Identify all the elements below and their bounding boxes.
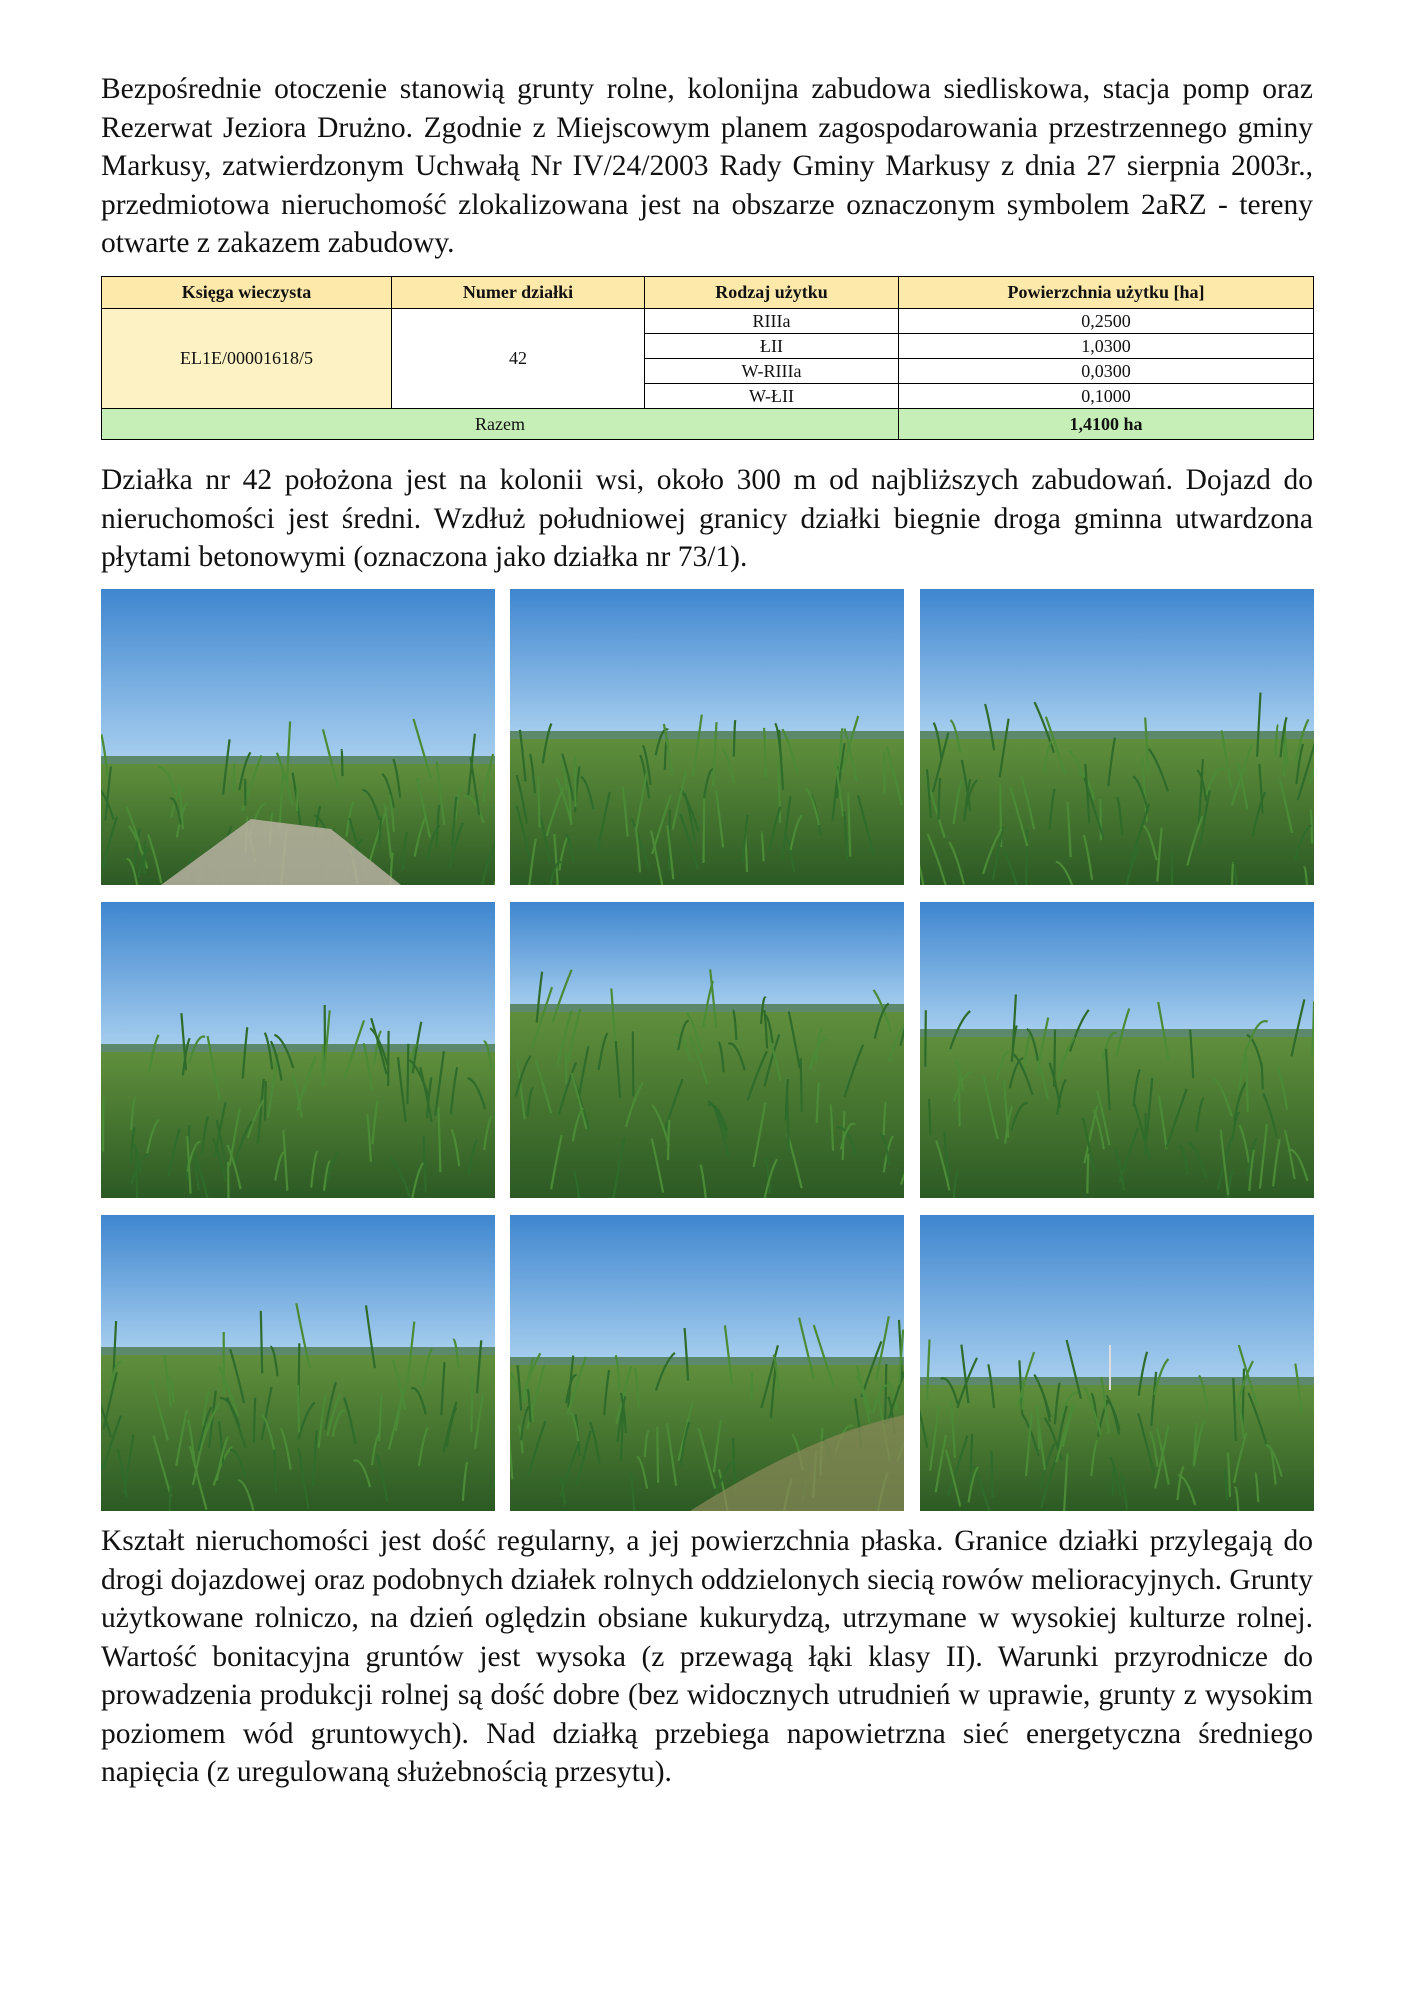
photo-corn-field-2 bbox=[920, 589, 1314, 885]
table-total-row bbox=[102, 409, 1314, 440]
cell-area: 0,2500 bbox=[899, 309, 1314, 334]
photo-corn-field-3 bbox=[101, 902, 495, 1198]
photo-corn-field-ditch bbox=[510, 1215, 904, 1511]
paragraph-description: Kształt nieruchomości jest dość regularny, a jej powierzchnia płaska. Granice działki przylegają do drogi dojazdowej oraz podobnych działek rolnych oddzielonych siecią rowów melioracyjnych. Grunty użytkowane rolniczo, na dzień oględzin obsiane kukurydzą, utrzymane w wysokiej kulturze rolnej. Wartość bonitacyjna gruntów jest wysoka (z przewagą łąki klasy II). Warunki przyrodnicze do prowadzenia produkcji rolnej są dość dobre (bez widocznych utrudnień w uprawie, grunty z wysokim poziomem wód gruntowych). Nad działką przebiega napowietrzna sieć energetyczna średniego napięcia (z uregulowaną służebnością przesytu). bbox=[101, 1525, 1313, 1788]
header-area: Powierzchnia użytku [ha] bbox=[899, 277, 1314, 309]
cell-land-use: W-RIIIa bbox=[645, 359, 899, 384]
cell-land-use: ŁII bbox=[645, 334, 899, 359]
cell-land-use: RIIIa bbox=[645, 309, 899, 334]
paragraph-surroundings: Bezpośrednie otoczenie stanowią grunty rolne, kolonijna zabudowa siedliskowa, stacja pomp oraz Rezerwat Jeziora Drużno. Zgodnie z Miejscowym planem zagospodarowania przestrzennego gminy Markusy, zatwierdzonym Uchwałą Nr IV/24/2003 Rady Gminy Markusy z dnia 27 sierpnia 2003r., przedmiotowa nieruchomość zlokalizowana jest na obszarze oznaczonym symbolem 2aRZ - tereny otwarte z zakazem zabudowy. bbox=[101, 73, 1313, 259]
cell-area: 0,0300 bbox=[899, 359, 1314, 384]
table-row bbox=[102, 309, 1314, 334]
header-land-register: Księga wieczysta bbox=[102, 277, 392, 309]
photo-corn-field-1 bbox=[510, 589, 904, 885]
cell-land-register: EL1E/00001618/5 bbox=[102, 309, 392, 409]
photo-corn-field-4 bbox=[920, 902, 1314, 1198]
cell-land-use: W-ŁII bbox=[645, 384, 899, 409]
cell-total-label: Razem bbox=[102, 409, 899, 440]
cell-area: 0,1000 bbox=[899, 384, 1314, 409]
header-plot-number: Numer działki bbox=[392, 277, 645, 309]
cell-plot-number: 42 bbox=[392, 309, 645, 409]
cell-area: 1,0300 bbox=[899, 334, 1314, 359]
cell-total-value: 1,4100 ha bbox=[899, 409, 1314, 440]
table-header-row bbox=[102, 277, 1314, 309]
header-land-use: Rodzaj użytku bbox=[645, 277, 899, 309]
plot-table bbox=[101, 276, 1314, 440]
photo-corn-field-5 bbox=[101, 1215, 495, 1511]
photo-corn-field-power-line bbox=[920, 1215, 1314, 1511]
photo-corn-closeup bbox=[510, 902, 904, 1198]
paragraph-location: Działka nr 42 położona jest na kolonii wsi, około 300 m od najbliższych zabudowań. Dojazd do nieruchomości jest średni. Wzdłuż południowej granicy działki biegnie droga gminna utwardzona płytami betonowymi (oznaczona jako działka nr 73/1). bbox=[101, 464, 1313, 573]
photo-concrete-path-field bbox=[101, 589, 495, 885]
